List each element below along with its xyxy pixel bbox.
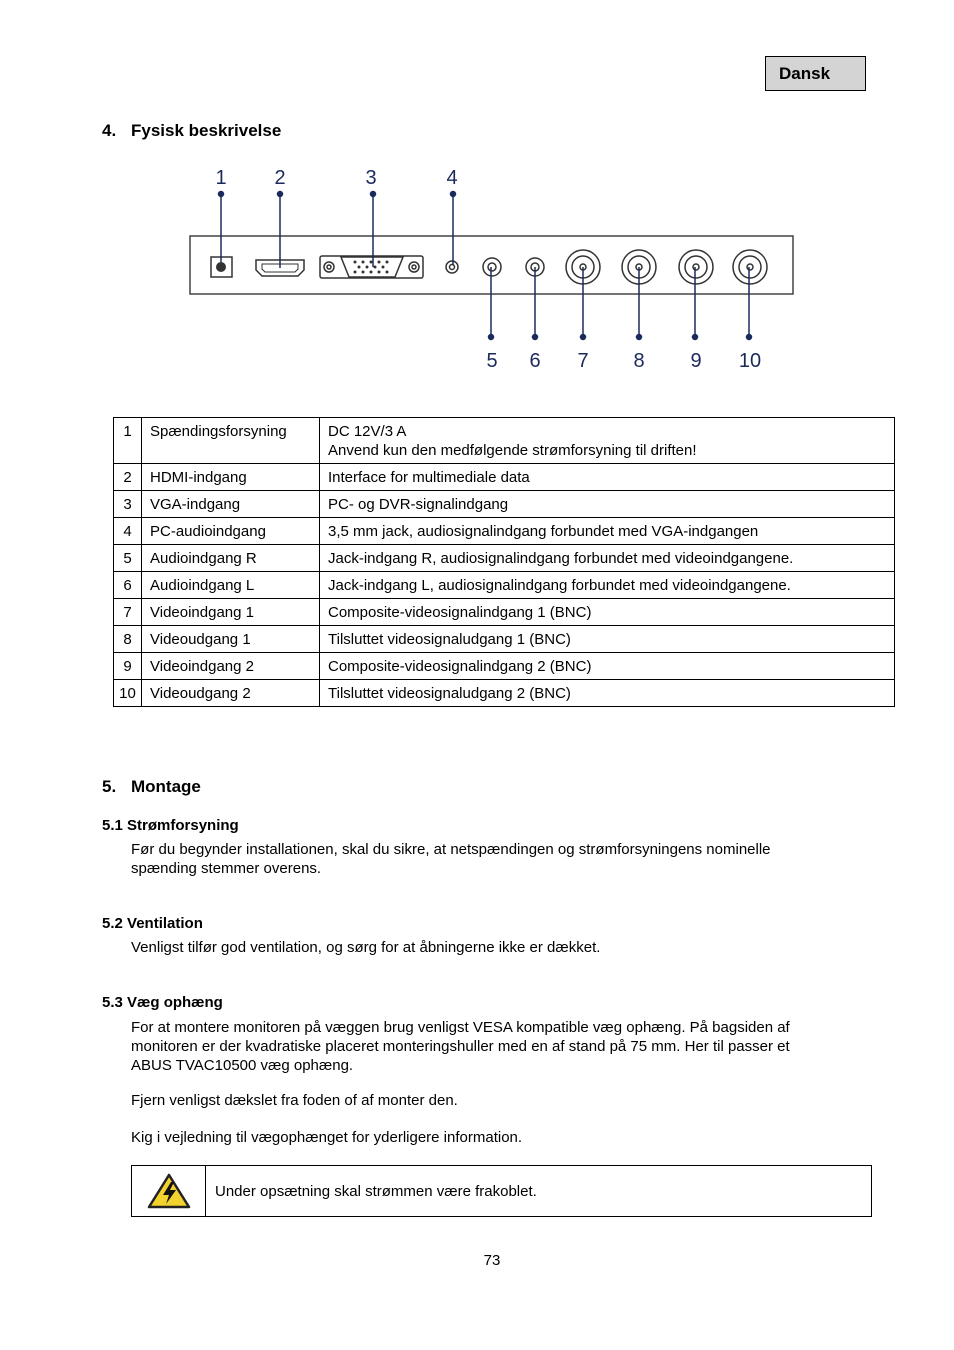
port-name: Audioindgang L [142, 572, 320, 599]
diagram-label-7: 7 [577, 350, 589, 372]
port-description: Tilsluttet videosignaludgang 1 (BNC) [320, 626, 895, 653]
port-name: VGA-indgang [142, 491, 320, 518]
language-tab: Dansk [765, 56, 866, 91]
port-number: 10 [114, 680, 142, 707]
diagram-label-3: 3 [365, 167, 377, 189]
table-row [114, 626, 895, 653]
port-number: 5 [114, 545, 142, 572]
warning-box [131, 1165, 872, 1217]
port-description: 3,5 mm jack, audiosignalindgang forbundet med VGA-indgangen [320, 518, 895, 545]
port-description: Composite-videosignalindgang 1 (BNC) [320, 599, 895, 626]
port-name: HDMI-indgang [142, 464, 320, 491]
connector-panel-diagram [180, 160, 800, 375]
port-description: Tilsluttet videosignaludgang 2 (BNC) [320, 680, 895, 707]
table-row [114, 680, 895, 707]
table-row [114, 418, 895, 464]
port-description: Interface for multimediale data [320, 464, 895, 491]
section-5-heading [102, 777, 201, 797]
diagram-label-10: 10 [738, 350, 762, 372]
table-row [114, 464, 895, 491]
port-number: 4 [114, 518, 142, 545]
section-4-heading [102, 121, 281, 141]
port-description: DC 12V/3 A Anvend kun den medfølgende strømforsyning til driften! [320, 418, 895, 464]
subsection-5-3-paragraph-3: Kig i vejledning til vægophænget for yderligere information. [131, 1129, 523, 1146]
diagram-label-9: 9 [690, 350, 702, 372]
port-number: 1 [114, 418, 142, 464]
diagram-label-4: 4 [446, 167, 458, 189]
diagram-label-6: 6 [529, 350, 541, 372]
table-row [114, 545, 895, 572]
subsection-5-2-title: 5.2 Ventilation [102, 915, 203, 932]
port-number: 7 [114, 599, 142, 626]
port-number: 2 [114, 464, 142, 491]
table-row [114, 572, 895, 599]
section-4-number: 4. [102, 121, 117, 140]
diagram-label-8: 8 [633, 350, 645, 372]
high-voltage-warning-icon [147, 1173, 191, 1209]
ports-table [113, 417, 895, 707]
section-5-number: 5. [102, 777, 117, 796]
port-number: 6 [114, 572, 142, 599]
subsection-5-1-text: Før du begynder installationen, skal du sikre, at netspændingen og strømforsyningens nominelle spænding stemmer overens. [131, 841, 771, 877]
subsection-5-3-text: For at montere monitoren på væggen brug venligst VESA kompatible væg ophæng. På bagsiden af monitoren er der kvadratiske placeret monteringshuller med en af stand på 75 mm. Her til passer et ABUS TVAC10500 væg ophæng. [131, 1019, 790, 1074]
page-number: 73 [483, 1252, 501, 1269]
section-4-title: Fysisk beskrivelse [131, 121, 282, 140]
subsection-5-1-title: 5.1 Strømforsyning [102, 817, 239, 834]
port-name: Videoindgang 2 [142, 653, 320, 680]
table-row [114, 491, 895, 518]
port-name: Videoudgang 2 [142, 680, 320, 707]
diagram-label-5: 5 [486, 350, 498, 372]
table-row [114, 518, 895, 545]
port-name: Videoindgang 1 [142, 599, 320, 626]
table-row [114, 653, 895, 680]
warning-text: Under opsætning skal strømmen være frakoblet. [215, 1182, 537, 1200]
vga-connector [320, 256, 423, 278]
subsection-5-3-paragraph-2: Fjern venligst dækslet fra foden of af monter den. [131, 1092, 458, 1109]
audio-jack-r [483, 258, 501, 276]
port-name: Videoudgang 1 [142, 626, 320, 653]
section-5-title: Montage [131, 777, 201, 796]
diagram-label-2: 2 [274, 167, 286, 189]
pc-audio-jack [446, 261, 458, 273]
bnc-video-out-2 [733, 250, 767, 284]
port-description: Jack-indgang L, audiosignalindgang forbundet med videoindgangene. [320, 572, 895, 599]
table-row [114, 599, 895, 626]
subsection-5-3-title: 5.3 Væg ophæng [102, 994, 223, 1011]
port-description: PC- og DVR-signalindgang [320, 491, 895, 518]
port-name: PC-audioindgang [142, 518, 320, 545]
bnc-video-in-2 [679, 250, 713, 284]
port-description: Jack-indgang R, audiosignalindgang forbundet med videoindgangene. [320, 545, 895, 572]
diagram-label-1: 1 [215, 167, 227, 189]
port-number: 3 [114, 491, 142, 518]
subsection-5-2-text: Venligst tilfør god ventilation, og sørg for at åbningerne ikke er dækket. [131, 939, 601, 956]
port-name: Spændingsforsyning [142, 418, 320, 464]
port-number: 8 [114, 626, 142, 653]
port-name: Audioindgang R [142, 545, 320, 572]
warning-icon-cell [132, 1166, 206, 1216]
port-number: 9 [114, 653, 142, 680]
port-description: Composite-videosignalindgang 2 (BNC) [320, 653, 895, 680]
